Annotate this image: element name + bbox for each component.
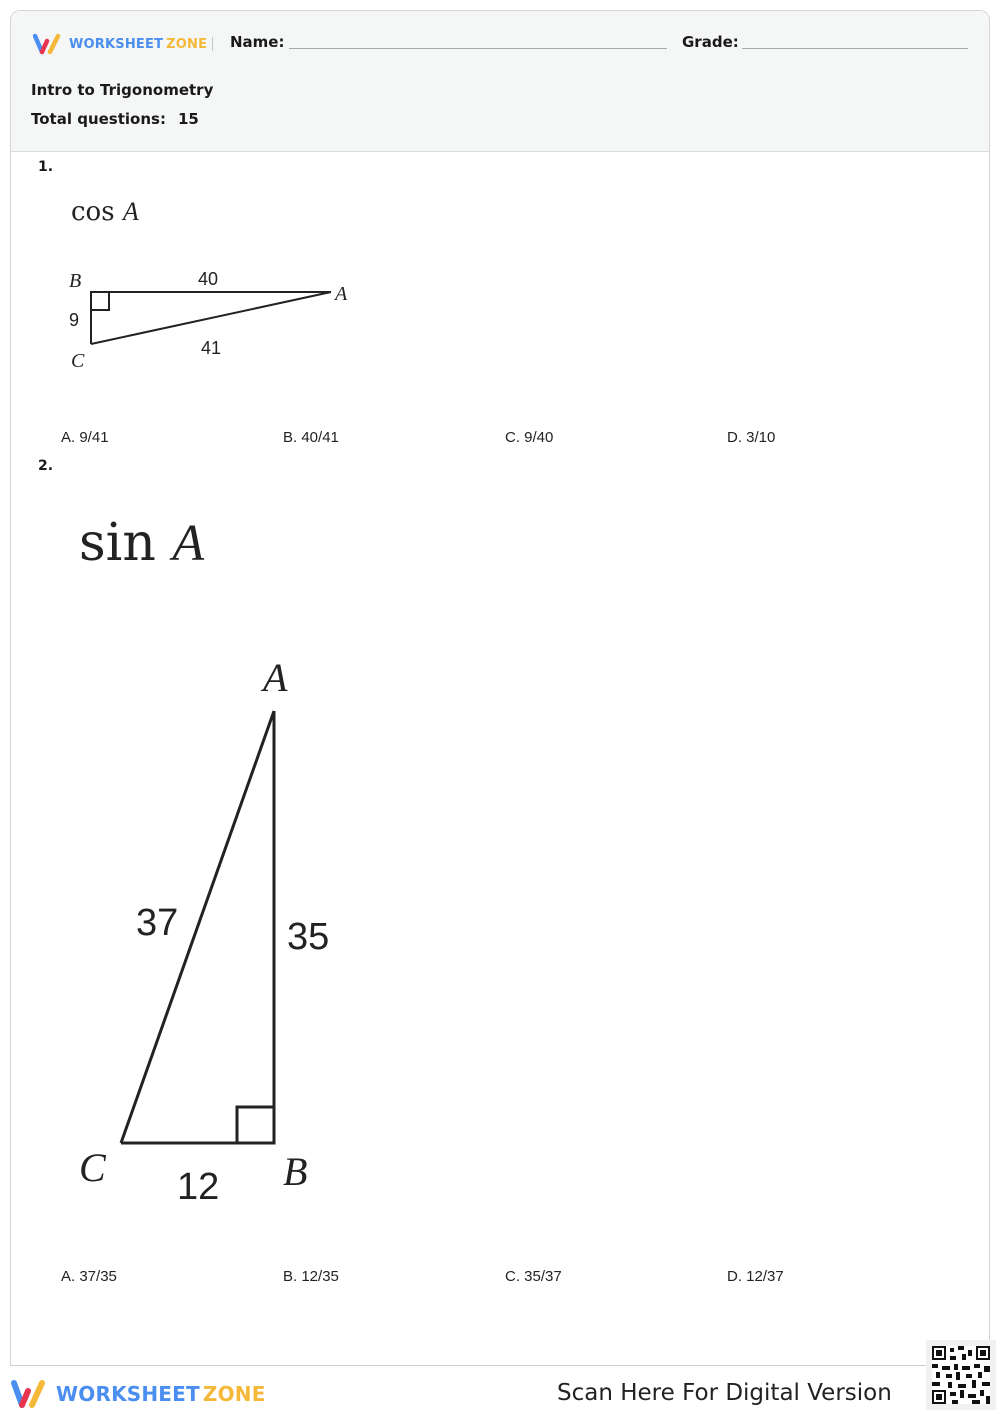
footer-brand-word-zone: ZONE xyxy=(202,1382,266,1406)
header-divider xyxy=(212,37,213,51)
question-1-prompt xyxy=(71,197,139,227)
q2-vertex-a: A xyxy=(263,655,288,700)
question-1-choice-a[interactable]: A. 9/41 xyxy=(61,429,109,446)
q1-vertex-a: A xyxy=(335,283,348,305)
question-1-choice-d[interactable]: D. 3/10 xyxy=(727,429,776,446)
question-2-function: sin xyxy=(79,513,156,573)
q1-side-bc: 9 xyxy=(69,310,80,330)
question-1-variable: A xyxy=(122,197,139,226)
worksheet-page xyxy=(10,10,990,1366)
brand-logo xyxy=(33,33,207,55)
grade-field[interactable] xyxy=(742,48,968,49)
question-1-triangle-figure xyxy=(61,261,361,381)
worksheet-zone-logo-icon xyxy=(33,33,65,55)
scan-digital-version-text: Scan Here For Digital Version xyxy=(557,1380,892,1406)
question-1-number: 1. xyxy=(38,159,54,175)
q1-side-ac: 41 xyxy=(201,338,222,358)
q2-vertex-b: B xyxy=(283,1149,308,1194)
footer-brand-name xyxy=(56,1382,266,1406)
question-2-choices xyxy=(61,1268,961,1285)
q2-side-ab: 35 xyxy=(287,916,330,958)
footer-brand-logo xyxy=(10,1378,266,1410)
brand-word-zone: ZONE xyxy=(166,36,208,52)
worksheet-header xyxy=(11,11,989,152)
q2-side-ac: 37 xyxy=(136,902,179,944)
total-questions xyxy=(31,110,199,128)
q1-side-ab: 40 xyxy=(198,269,219,289)
question-1-choice-c[interactable]: C. 9/40 xyxy=(505,429,554,446)
total-questions-label: Total questions: xyxy=(31,110,166,128)
question-2-choice-b[interactable]: B. 12/35 xyxy=(283,1268,339,1285)
q1-vertex-c: C xyxy=(71,350,85,372)
question-2-number: 2. xyxy=(38,458,54,474)
qr-code-graphic xyxy=(932,1346,990,1404)
footer-brand-word-worksheet: WORKSHEET xyxy=(56,1382,200,1406)
question-2-triangle-figure xyxy=(61,651,381,1211)
name-label: Name: xyxy=(230,33,285,51)
qr-code-icon[interactable] xyxy=(926,1340,996,1410)
name-field[interactable] xyxy=(289,48,667,49)
question-1-choices xyxy=(61,429,961,446)
question-1-choice-b[interactable]: B. 40/41 xyxy=(283,429,339,446)
worksheet-zone-logo-icon xyxy=(10,1378,50,1410)
q1-vertex-b: B xyxy=(69,270,82,292)
brand-word-worksheet: WORKSHEET xyxy=(69,36,164,52)
brand-name xyxy=(69,37,207,52)
worksheet-title: Intro to Trigonometry xyxy=(31,81,214,99)
question-2-choice-a[interactable]: A. 37/35 xyxy=(61,1268,117,1285)
question-2-variable: A xyxy=(172,515,205,572)
q2-side-cb: 12 xyxy=(177,1166,220,1208)
question-2-prompt xyxy=(79,513,204,573)
grade-label: Grade: xyxy=(682,33,739,51)
question-2-choice-c[interactable]: C. 35/37 xyxy=(505,1268,562,1285)
q2-vertex-c: C xyxy=(79,1145,106,1190)
total-questions-value: 15 xyxy=(177,110,199,128)
question-1-function: cos xyxy=(71,197,115,227)
question-2-choice-d[interactable]: D. 12/37 xyxy=(727,1268,784,1285)
